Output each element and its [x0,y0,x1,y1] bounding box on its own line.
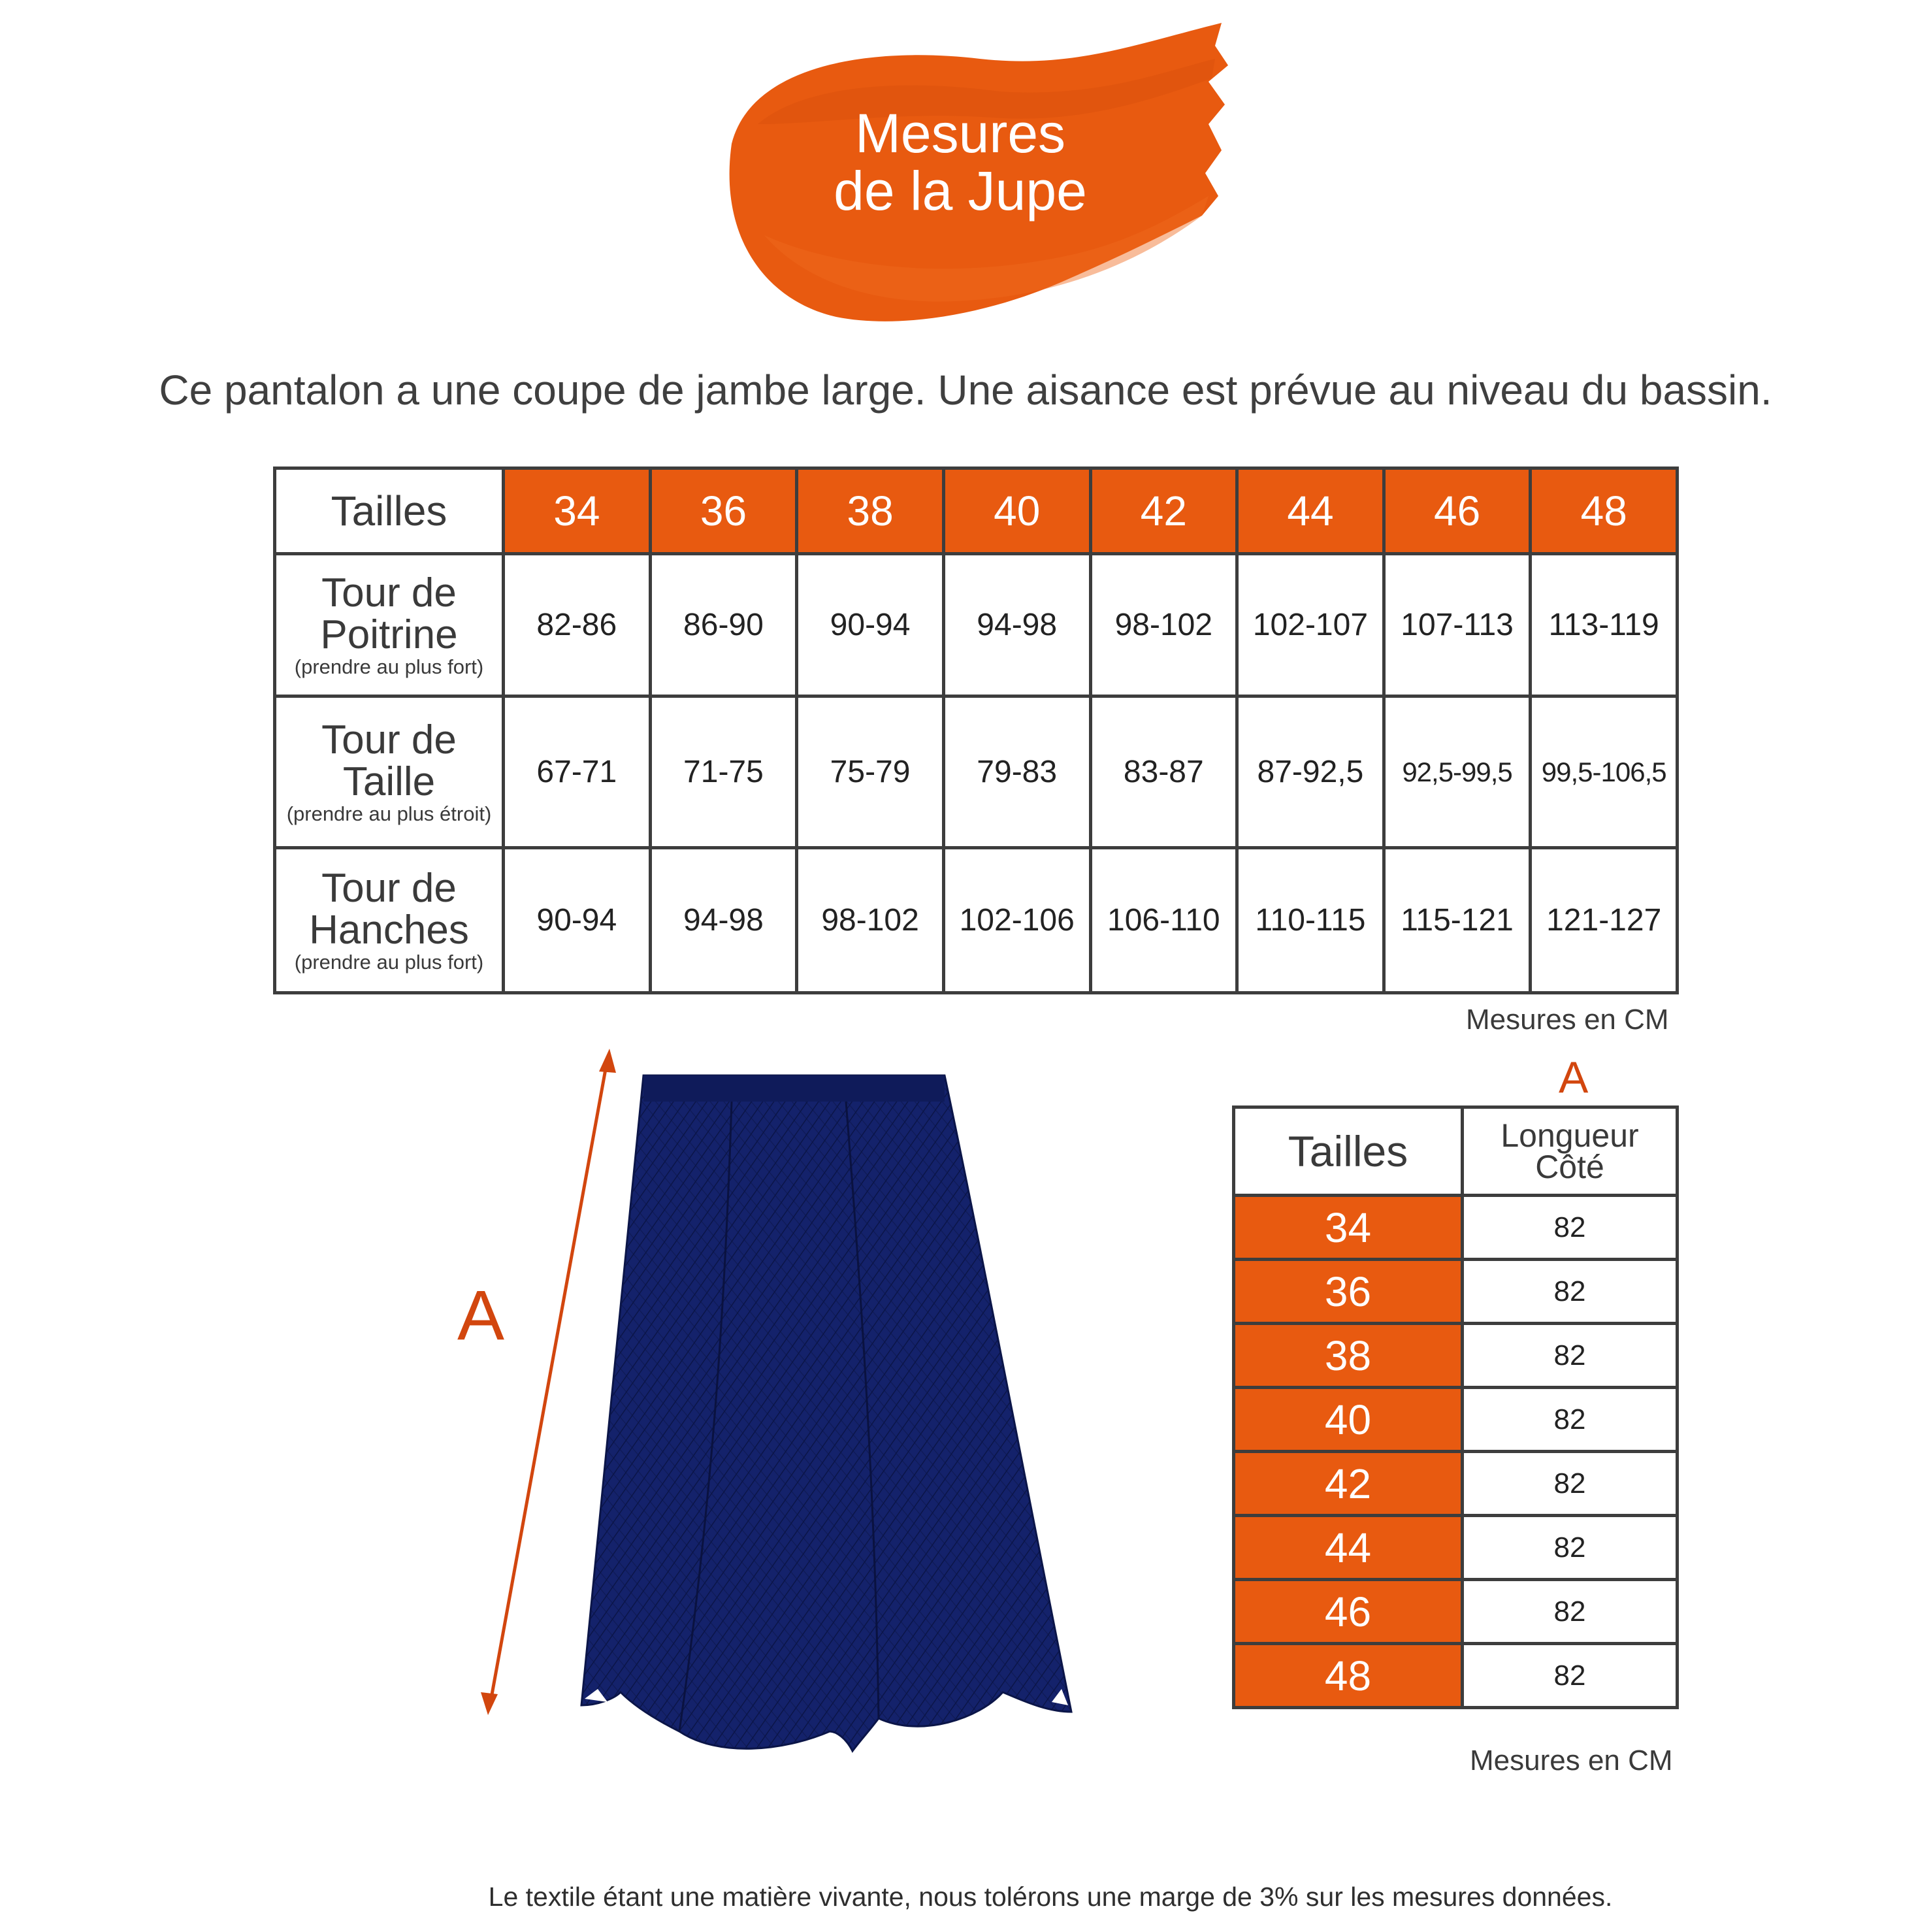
table-cell: 79-83 [943,696,1090,848]
table-header-row [275,468,1678,554]
table-row [1234,1452,1678,1516]
table-row [1234,1644,1678,1708]
title-line-2: de la Jupe [834,160,1087,221]
table-cell: 102-106 [943,848,1090,993]
header-cote: Côté [1535,1149,1604,1185]
row-label-line1: Tour de [321,865,457,911]
table-cell: 98-102 [797,848,944,993]
size-header: 46 [1384,468,1531,554]
header-tailles: Tailles [1234,1107,1463,1196]
table-cell: 75-79 [797,696,944,848]
row-label-note: (prendre au plus fort) [294,655,484,678]
table-row [1234,1196,1678,1260]
table-cell: 87-92,5 [1237,696,1384,848]
header-longueur: Longueur [1501,1117,1639,1154]
length-table-header [1234,1107,1678,1196]
size-cell: 44 [1234,1516,1463,1580]
table-row [1234,1388,1678,1452]
table-row [1234,1580,1678,1644]
column-letter-a: A [1559,1053,1589,1102]
table-cell: 102-107 [1237,554,1384,696]
waistband [643,1075,945,1102]
skirt-illustration [444,1045,1097,1777]
length-cell: 82 [1463,1580,1678,1644]
length-cell: 82 [1463,1644,1678,1708]
size-header: 48 [1531,468,1678,554]
length-cell: 82 [1463,1196,1678,1260]
length-cell: 82 [1463,1260,1678,1324]
table-cell: 82-86 [504,554,651,696]
table-row [1234,1260,1678,1324]
size-header: 44 [1237,468,1384,554]
table-cell: 92,5-99,5 [1384,696,1531,848]
footer-note: Le textile étant une matière vivante, nous tolérons une marge de 3% sur les mesures données. [488,1882,1613,1912]
table-cell: 121-127 [1531,848,1678,993]
size-cell: 42 [1234,1452,1463,1516]
table-cell: 107-113 [1384,554,1531,696]
size-cell: 34 [1234,1196,1463,1260]
table-row-taille [275,696,1678,848]
row-label-poitrine [275,554,504,696]
arrow-head-bottom [481,1692,498,1715]
table-cell: 83-87 [1090,696,1237,848]
table-cell: 90-94 [797,554,944,696]
length-table [1232,1105,1679,1709]
row-label-line2: Hanches [309,907,469,953]
size-header: 34 [504,468,651,554]
row-label-line2: Poitrine [320,612,458,657]
unit-note-main: Mesures en CM [1466,1004,1669,1036]
table-cell: 115-121 [1384,848,1531,993]
table-row-poitrine [275,554,1678,696]
length-cell: 82 [1463,1388,1678,1452]
row-label-line1: Tour de [321,570,457,615]
table-cell: 94-98 [943,554,1090,696]
length-cell: 82 [1463,1324,1678,1388]
row-label-hanches [275,848,504,993]
title-line-1: Mesures [854,103,1066,164]
table-cell: 90-94 [504,848,651,993]
length-arrow-line [490,1058,608,1705]
size-header: 38 [797,468,944,554]
table-row [1234,1516,1678,1580]
size-cell: 48 [1234,1644,1463,1708]
size-header: 36 [650,468,797,554]
size-measurement-table [273,467,1679,994]
row-label-note: (prendre au plus fort) [294,950,484,974]
table-cell: 94-98 [650,848,797,993]
table-row [1234,1324,1678,1388]
row-label-line1: Tour de [321,717,457,762]
table-row-hanches [275,848,1678,993]
unit-note-length: Mesures en CM [1470,1744,1673,1776]
table-cell: 67-71 [504,696,651,848]
measure-letter-a: A [457,1275,505,1354]
length-cell: 82 [1463,1516,1678,1580]
size-cell: 36 [1234,1260,1463,1324]
header-tailles: Tailles [275,468,504,554]
table-cell: 110-115 [1237,848,1384,993]
row-label-note: (prendre au plus étroit) [286,802,492,825]
size-cell: 46 [1234,1580,1463,1644]
size-cell: 40 [1234,1388,1463,1452]
table-cell: 71-75 [650,696,797,848]
header-longueur-cote [1463,1107,1678,1196]
table-cell: 99,5-106,5 [1531,696,1678,848]
table-cell: 113-119 [1531,554,1678,696]
arrow-head-top [599,1049,616,1073]
size-header: 42 [1090,468,1237,554]
description-text: Ce pantalon a une coupe de jambe large. Une aisance est prévue au niveau du bassin. [159,367,1772,414]
length-cell: 82 [1463,1452,1678,1516]
table-cell: 106-110 [1090,848,1237,993]
size-header: 40 [943,468,1090,554]
row-label-taille [275,696,504,848]
page-title [771,105,1150,220]
size-cell: 38 [1234,1324,1463,1388]
row-label-line2: Taille [342,759,436,804]
table-cell: 86-90 [650,554,797,696]
table-cell: 98-102 [1090,554,1237,696]
